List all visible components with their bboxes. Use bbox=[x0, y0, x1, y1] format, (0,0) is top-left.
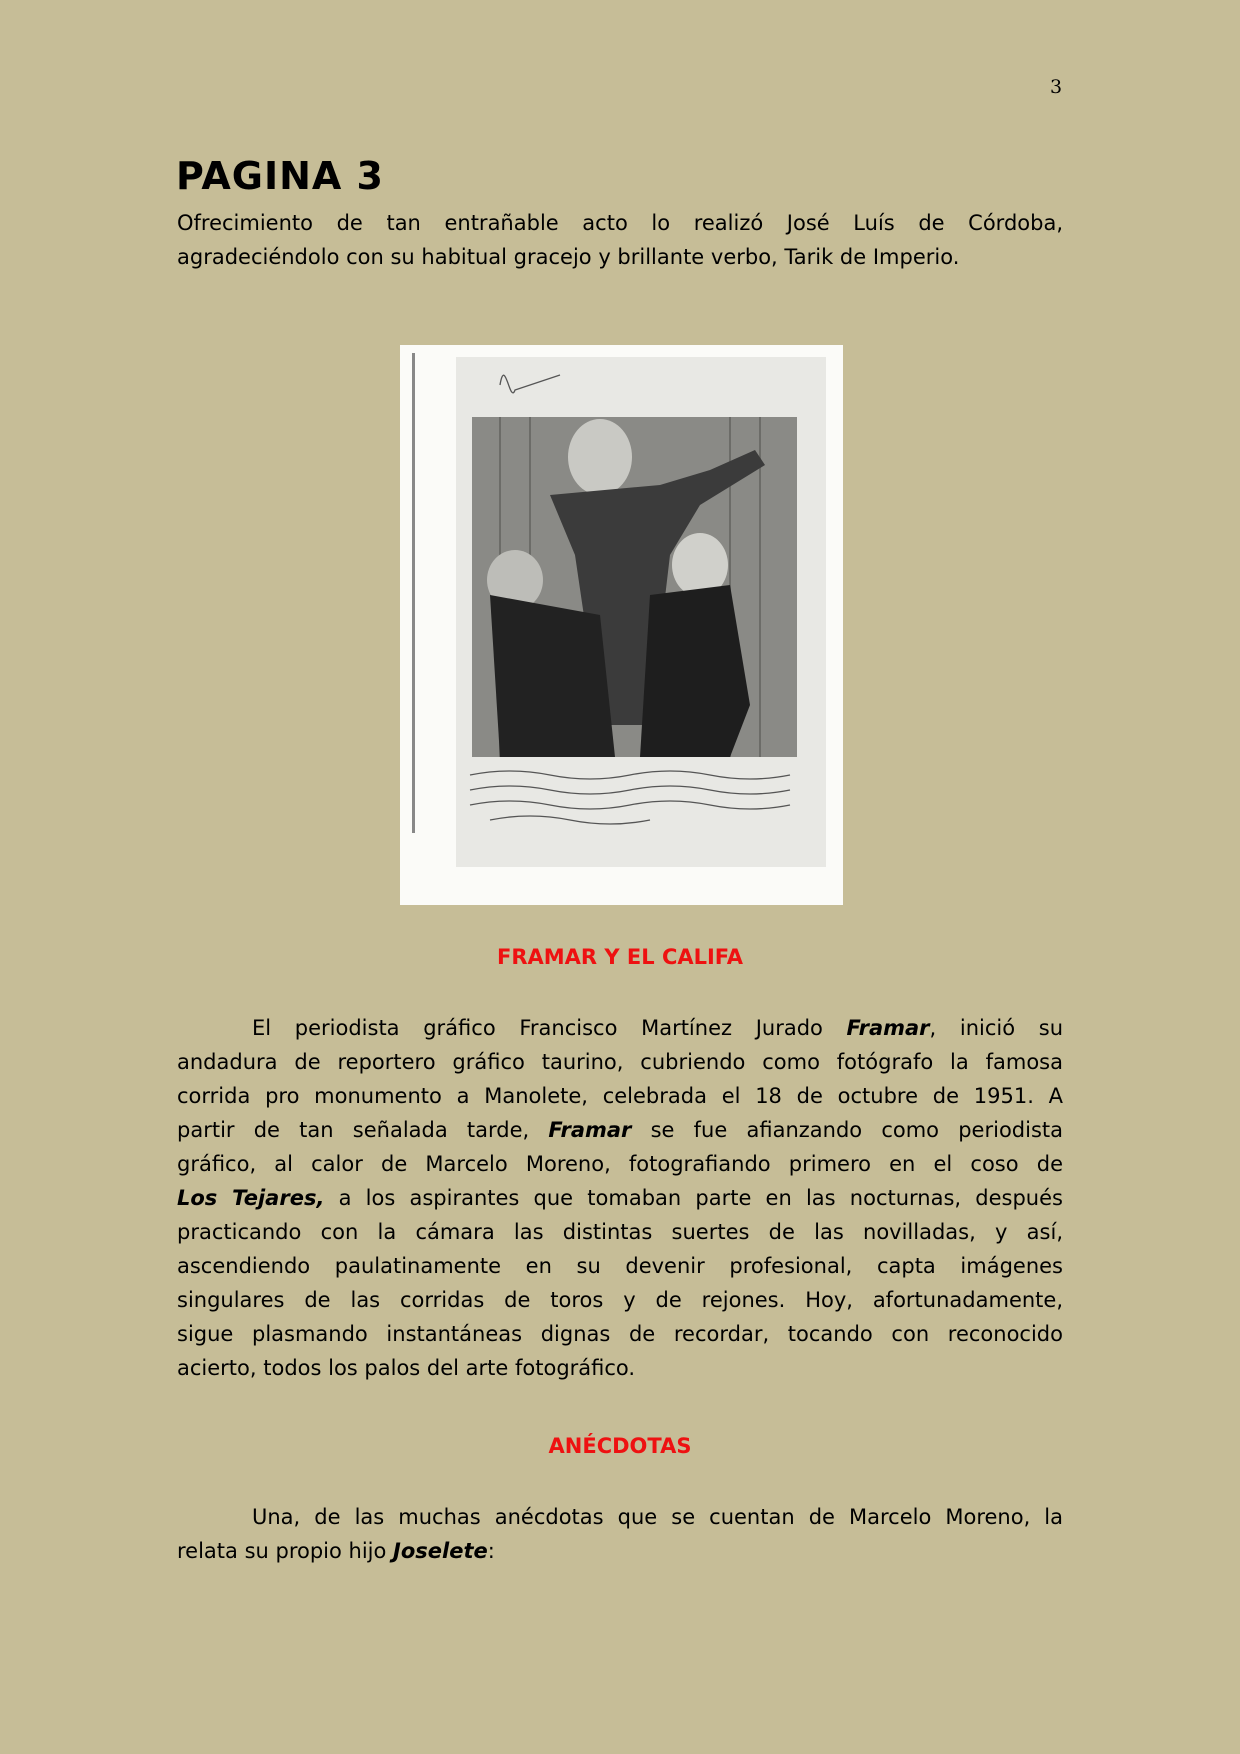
text-segment: : bbox=[487, 1539, 495, 1563]
emphasis-text: Joselete bbox=[393, 1539, 488, 1563]
text-segment: Ofrecimiento de tan entrañable acto lo realizó José Luís de Córdoba, bbox=[177, 211, 1063, 235]
section-heading-anecdotas: ANÉCDOTAS bbox=[548, 1434, 692, 1458]
page-title: PAGINA 3 bbox=[176, 154, 384, 198]
text-line bbox=[177, 1534, 1063, 1568]
text-line bbox=[177, 1079, 1063, 1113]
framar-paragraph bbox=[177, 1011, 1063, 1385]
text-segment: agradeciéndolo con su habitual gracejo y brillante verbo, Tarik de Imperio. bbox=[177, 245, 960, 269]
text-line bbox=[177, 206, 1063, 240]
text-line bbox=[177, 1500, 1063, 1534]
text-line bbox=[177, 1249, 1063, 1283]
text-segment: a los aspirantes que tomaban parte en las nocturnas, después bbox=[324, 1186, 1063, 1210]
text-segment: partir de tan señalada tarde, bbox=[177, 1118, 549, 1142]
text-segment: se fue afianzando como periodista bbox=[631, 1118, 1063, 1142]
text-segment: corrida pro monumento a Manolete, celebrada el 18 de octubre de 1951. A bbox=[177, 1084, 1063, 1108]
page-number: 3 bbox=[1050, 76, 1063, 98]
emphasis-text: Framar bbox=[846, 1016, 930, 1040]
section-heading-framar: FRAMAR Y EL CALIFA bbox=[496, 945, 743, 969]
text-line bbox=[177, 1113, 1063, 1147]
emphasis-text: Los Tejares, bbox=[177, 1186, 325, 1210]
text-line bbox=[177, 1045, 1063, 1079]
text-line bbox=[177, 240, 1063, 274]
text-line bbox=[177, 1147, 1063, 1181]
text-segment: Una, de las muchas anécdotas que se cuentan de Marcelo Moreno, la bbox=[252, 1505, 1063, 1529]
text-segment: relata su propio hijo bbox=[177, 1539, 394, 1563]
text-line bbox=[177, 1011, 1063, 1045]
text-line bbox=[177, 1283, 1063, 1317]
text-line bbox=[177, 1351, 1063, 1385]
anecdotas-paragraph bbox=[177, 1500, 1063, 1568]
text-segment: El periodista gráfico Francisco Martínez Jurado bbox=[252, 1016, 847, 1040]
text-segment: acierto, todos los palos del arte fotográfico. bbox=[177, 1356, 636, 1380]
text-segment: , inició su bbox=[929, 1016, 1063, 1040]
text-segment: gráfico, al calor de Marcelo Moreno, fotografiando primero en el coso de bbox=[177, 1152, 1063, 1176]
text-segment: sigue plasmando instantáneas dignas de recordar, tocando con reconocido bbox=[177, 1322, 1063, 1346]
text-segment: ascendiendo paulatinamente en su devenir profesional, capta imágenes bbox=[177, 1254, 1063, 1278]
photo-framar-califa bbox=[400, 345, 843, 905]
text-line bbox=[177, 1317, 1063, 1351]
text-segment: andadura de reportero gráfico taurino, cubriendo como fotógrafo la famosa bbox=[177, 1050, 1063, 1074]
text-segment: practicando con la cámara las distintas suertes de las novilladas, y así, bbox=[177, 1220, 1063, 1244]
text-line bbox=[177, 1181, 1063, 1215]
text-line bbox=[177, 1215, 1063, 1249]
intro-paragraph bbox=[177, 206, 1063, 274]
emphasis-text: Framar bbox=[548, 1118, 632, 1142]
text-segment: singulares de las corridas de toros y de rejones. Hoy, afortunadamente, bbox=[177, 1288, 1063, 1312]
